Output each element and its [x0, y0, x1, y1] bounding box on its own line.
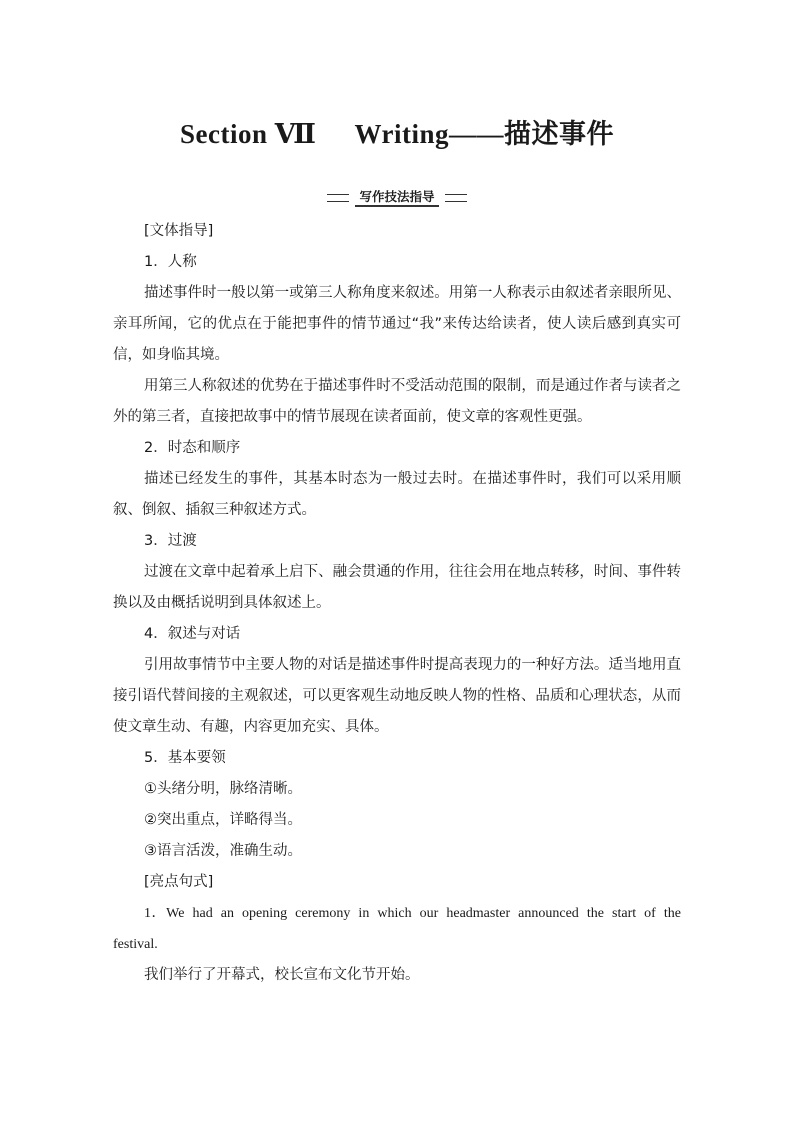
list-item: ③语言活泼，准确生动。 — [144, 843, 302, 859]
paragraph-dialogue: 引用故事情节中主要人物的对话是描述事件时提高表现力的一种好方法。适当地用直接引语代替间接的主观叙述，可以更客观生动地反映人物的性格、品质和心理状态，从而使文章生动、有趣，内容更加充实、具体。 — [113, 657, 681, 735]
banner-rule-left — [327, 194, 349, 202]
title-main: Writing——描述事件 — [354, 119, 614, 149]
list-item: ①头绪分明，脉络清晰。 — [144, 781, 302, 797]
example-sentence-en: 1．We had an opening ceremony in which our headmaster announced the start of the festival. — [113, 906, 681, 952]
example-sentence-zh: 我们举行了开幕式，校长宣布文化节开始。 — [144, 967, 420, 983]
banner-label: 写作技法指导 — [355, 189, 438, 207]
section-banner — [0, 188, 794, 208]
highlight-heading: [亮点句式] — [144, 874, 214, 890]
paragraph-transition: 过渡在文章中起着承上启下、融会贯通的作用，往往会用在地点转移，时间、事件转换以及由概括说明到具体叙述上。 — [113, 564, 681, 611]
list-item: ②突出重点，详略得当。 — [144, 812, 302, 828]
heading-transition: 3．过渡 — [144, 533, 197, 549]
heading-person: 1．人称 — [144, 254, 197, 270]
page-title — [0, 112, 794, 151]
paragraph-first-person: 描述事件时一般以第一或第三人称角度来叙述。用第一人称表示由叙述者亲眼所见、亲耳所闻，它的优点在于能把事件的情节通过“我”来传达给读者，使人读后感到真实可信，如身临其境。 — [113, 285, 681, 363]
paragraph-tense: 描述已经发生的事件，其基本时态为一般过去时。在描述事件时，我们可以采用顺叙、倒叙、插叙三种叙述方式。 — [113, 471, 681, 518]
paragraph-third-person: 用第三人称叙述的优势在于描述事件时不受活动范围的限制，而是通过作者与读者之外的第三者，直接把故事中的情节展现在读者面前，使文章的客观性更强。 — [113, 378, 681, 425]
banner-rule-right — [445, 194, 467, 202]
heading-essentials: 5．基本要领 — [144, 750, 226, 766]
heading-tense-order: 2．时态和顺序 — [144, 440, 241, 456]
heading-narration-dialogue: 4．叙述与对话 — [144, 626, 241, 642]
document-body — [113, 216, 681, 991]
style-guide-heading: [文体指导] — [144, 223, 214, 239]
section-label: Section Ⅶ — [180, 119, 317, 149]
